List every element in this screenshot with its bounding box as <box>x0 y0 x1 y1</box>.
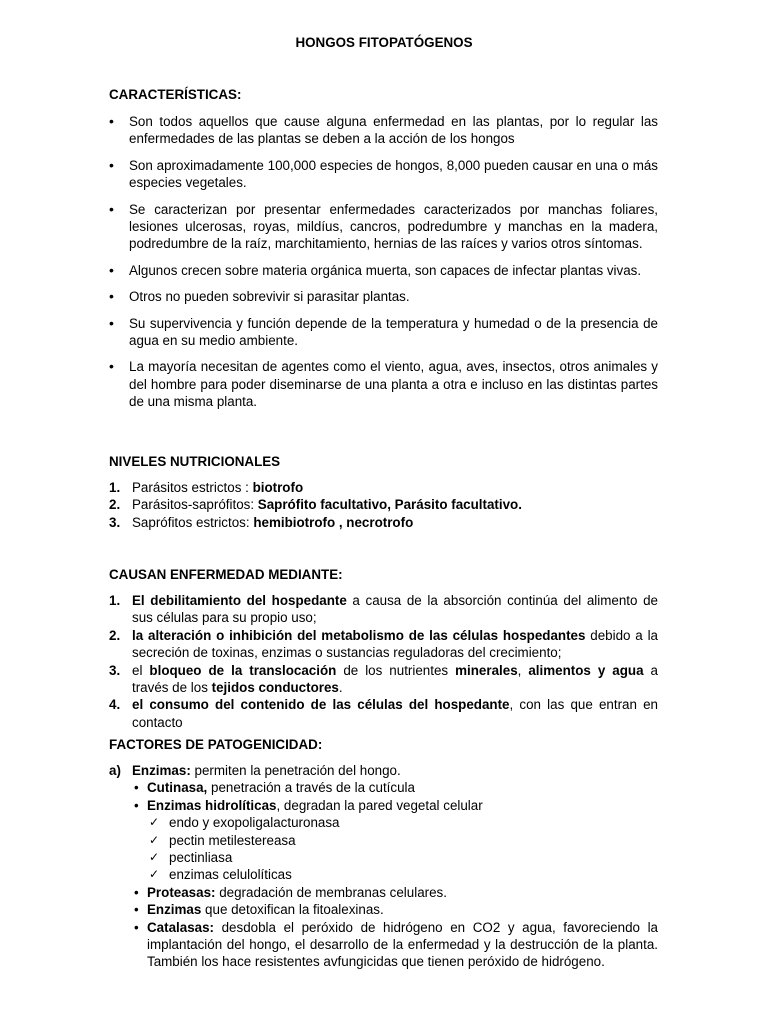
list-item: • Son todos aquellos que cause alguna enfermedad en las plantas, por lo regular las enfermedades de las plantas se deben a la acción de los hongos <box>109 113 658 148</box>
list-item: • Su supervivencia y función depende de la temperatura y humedad o de la presencia de agua en su medio ambiente. <box>109 315 658 350</box>
list-item: 2. la alteración o inhibición del metabolismo de las células hospedantes debido a la secreción de toxinas, enzimas o sustancias reguladoras del crecimiento; <box>109 627 658 661</box>
list-item: • La mayoría necesitan de agentes como el viento, agua, aves, insectos, otros animales y del hombre para poder diseminarse de una planta a otra e incluso en las distintas partes de una misma planta. <box>109 358 658 410</box>
check-item: ✓ enzimas celulolíticas <box>147 866 658 883</box>
list-item: 4. el consumo del contenido de las células del hospedante, con las que entran en contacto <box>109 697 658 730</box>
list-item: • Otros no pueden sobrevivir si parasitar plantas. <box>109 288 658 305</box>
enzimas-list <box>109 779 658 970</box>
list-item: 1. Parásitos estrictos : biotrofo <box>109 480 304 495</box>
factores-heading: FACTORES DE PATOGENICIDAD: <box>109 737 323 752</box>
list-item: 3. el bloqueo de la translocación de los nutrientes minerales, alimentos y agua a través de los tejidos conductores. <box>109 662 658 696</box>
check-item: ✓ pectinliasa <box>147 849 658 866</box>
caracteristicas-heading: CARACTERÍSTICAS: <box>109 87 242 102</box>
caracteristicas-list <box>109 113 658 420</box>
list-item: • Algunos crecen sobre materia orgánica muerta, son capaces de infectar plantas vivas. <box>109 262 658 279</box>
factor-enzimas: a) Enzimas: permiten la penetración del hongo. • Cutinasa, penetración a través de la cutícula • Enzimas hidrolíticas, degradan la pared vegetal celular ✓ endo y exopoligalacturonasa ✓ pectin metilestereasa ✓ pectinliasa ✓ enzimas celulolíticas • Proteasas: degradación de membranas celulares. • Enzimas que detoxifican la fitoalexinas. • Catalasas: desdobla el peróxido de hidrógeno en CO2 y agua, favoreciendo la implantación del hongo, el desarrollo de la enfermedad y la destrucción de la planta. También los hace resistentes avfungicidas que tienen peróxido de hidrógeno. <box>109 762 658 971</box>
list-item: • Proteasas: degradación de membranas celulares. <box>132 884 658 901</box>
list-item: • Catalasas: desdobla el peróxido de hidrógeno en CO2 y agua, favoreciendo la implantación del hongo, el desarrollo de la enfermedad y la destrucción de la planta. También los hace resistentes avfungicidas que tienen peróxido de hidrógeno. <box>132 919 658 971</box>
niveles-heading: NIVELES NUTRICIONALES <box>109 454 281 469</box>
list-item: • Son aproximadamente 100,000 especies de hongos, 8,000 pueden causar en una o más especies vegetales. <box>109 157 658 192</box>
check-list <box>147 814 658 884</box>
list-item: • Enzimas hidrolíticas, degradan la pared vegetal celular ✓ endo y exopoligalacturonasa ✓ pectin metilestereasa ✓ pectinliasa ✓ enzimas celulolíticas <box>132 797 658 884</box>
list-item: 2. Parásitos-saprófitos: Saprófito facultativo, Parásito facultativo. <box>109 497 522 513</box>
check-item: ✓ pectin metilestereasa <box>147 832 658 849</box>
causan-heading: CAUSAN ENFERMEDAD MEDIANTE: <box>109 567 343 582</box>
list-item: • Se caracterizan por presentar enfermedades caracterizados por manchas foliares, lesiones ulcerosas, royas, mildíus, cancros, podredumbre y manchas en la madera, podredumbre de la raíz, marchitamiento, hernias de las raíces y varios otros síntomas. <box>109 201 658 253</box>
list-item: • Cutinasa, penetración a través de la cutícula <box>132 779 658 796</box>
list-item: 1. El debilitamiento del hospedante a causa de la absorción continúa del alimento de sus células para su propio uso; <box>109 593 658 626</box>
list-item: 3. Saprófitos estrictos: hemibiotrofo , necrotrofo <box>109 514 414 530</box>
niveles-list <box>109 479 658 531</box>
check-item: ✓ endo y exopoligalacturonasa <box>147 814 658 831</box>
item-label: a) <box>109 763 121 778</box>
causan-list <box>109 592 658 731</box>
document-title: HONGOS FITOPATÓGENOS <box>295 35 473 50</box>
list-item: • Enzimas que detoxifican la fitoalexinas. <box>132 901 658 918</box>
